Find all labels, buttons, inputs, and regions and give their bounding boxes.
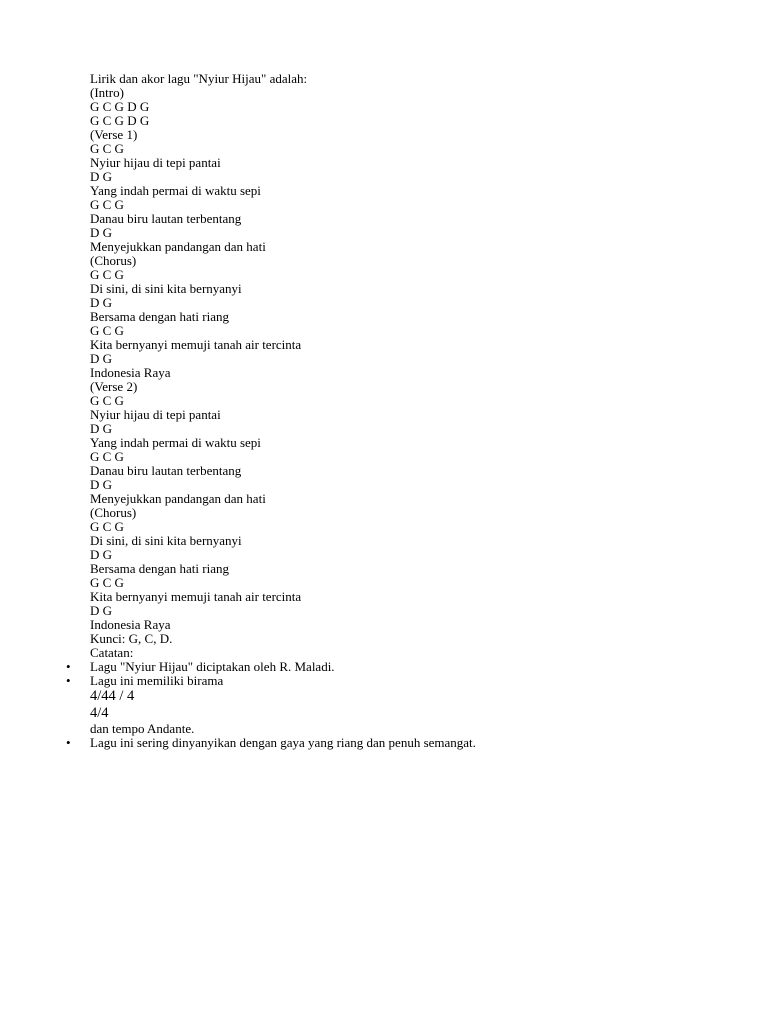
lyric-line: (Intro) (90, 85, 124, 100)
list-item (66, 673, 730, 736)
lyric-line: (Verse 1) (90, 127, 138, 142)
lyric-line: D G (90, 225, 113, 240)
list-item (66, 735, 730, 750)
bullet-icon: • (66, 735, 71, 750)
lyric-line: G C G (90, 197, 124, 212)
list-item (66, 659, 730, 674)
note-text: Lagu ini sering dinyanyikan dengan gaya yang riang dan penuh semangat. (90, 735, 476, 750)
lyric-line: Di sini, di sini kita bernyanyi (90, 533, 242, 548)
lyric-line: G C G (90, 267, 124, 282)
bullet-icon: • (66, 673, 71, 688)
lyric-line: Danau biru lautan terbentang (90, 211, 242, 226)
lyric-line: Kita bernyanyi memuji tanah air tercinta (90, 589, 302, 604)
lyric-line: (Chorus) (90, 505, 137, 520)
lyric-line: G C G (90, 141, 124, 156)
time-signature-math: 4/44 / 4 (90, 688, 135, 704)
lyric-line: G C G D G (90, 113, 150, 128)
lyric-line: G C G (90, 393, 124, 408)
lyric-line: Indonesia Raya (90, 365, 171, 380)
lyric-line: (Verse 2) (90, 379, 138, 394)
bullet-icon: • (66, 659, 71, 674)
lyric-line: Nyiur hijau di tepi pantai (90, 407, 221, 422)
notes-heading: Catatan: (90, 645, 134, 660)
lyric-line: Indonesia Raya (90, 617, 171, 632)
lyric-line: D G (90, 295, 113, 310)
lyric-line: D G (90, 477, 113, 492)
lyric-line: Bersama dengan hati riang (90, 561, 229, 576)
lyric-line: Kita bernyanyi memuji tanah air tercinta (90, 337, 302, 352)
notes-list (66, 659, 730, 750)
lyric-line: G C G (90, 519, 124, 534)
note-text: dan tempo Andante. (90, 721, 195, 736)
lyric-line: Menyejukkan pandangan dan hati (90, 239, 266, 254)
lyric-line: Menyejukkan pandangan dan hati (90, 491, 266, 506)
note-text: Lagu "Nyiur Hijau" diciptakan oleh R. Maladi. (90, 659, 335, 674)
lyric-line: D G (90, 351, 113, 366)
lyric-line: G C G (90, 323, 124, 338)
lyrics-block (90, 86, 730, 660)
lyric-line: Di sini, di sini kita bernyanyi (90, 281, 242, 296)
lyric-line: Yang indah permai di waktu sepi (90, 435, 261, 450)
lyric-line: Bersama dengan hati riang (90, 309, 229, 324)
lyric-line: Nyiur hijau di tepi pantai (90, 155, 221, 170)
lyric-line: D G (90, 421, 113, 436)
lyric-line: Yang indah permai di waktu sepi (90, 183, 261, 198)
lyric-line: G C G D G (90, 99, 150, 114)
lyric-line: G C G (90, 449, 124, 464)
chord-key-line: Kunci: G, C, D. (90, 631, 173, 646)
lyric-line: (Chorus) (90, 253, 137, 268)
lyric-line: G C G (90, 575, 124, 590)
document-content (66, 71, 730, 750)
lyric-line: D G (90, 547, 113, 562)
lyric-line: D G (90, 169, 113, 184)
note-text: Lagu ini memiliki birama (90, 673, 224, 688)
lyric-line: D G (90, 603, 113, 618)
lyric-line: Danau biru lautan terbentang (90, 463, 242, 478)
time-signature-math: 4/4 (90, 705, 109, 721)
intro-heading: Lirik dan akor lagu "Nyiur Hijau" adalah: (90, 71, 308, 86)
